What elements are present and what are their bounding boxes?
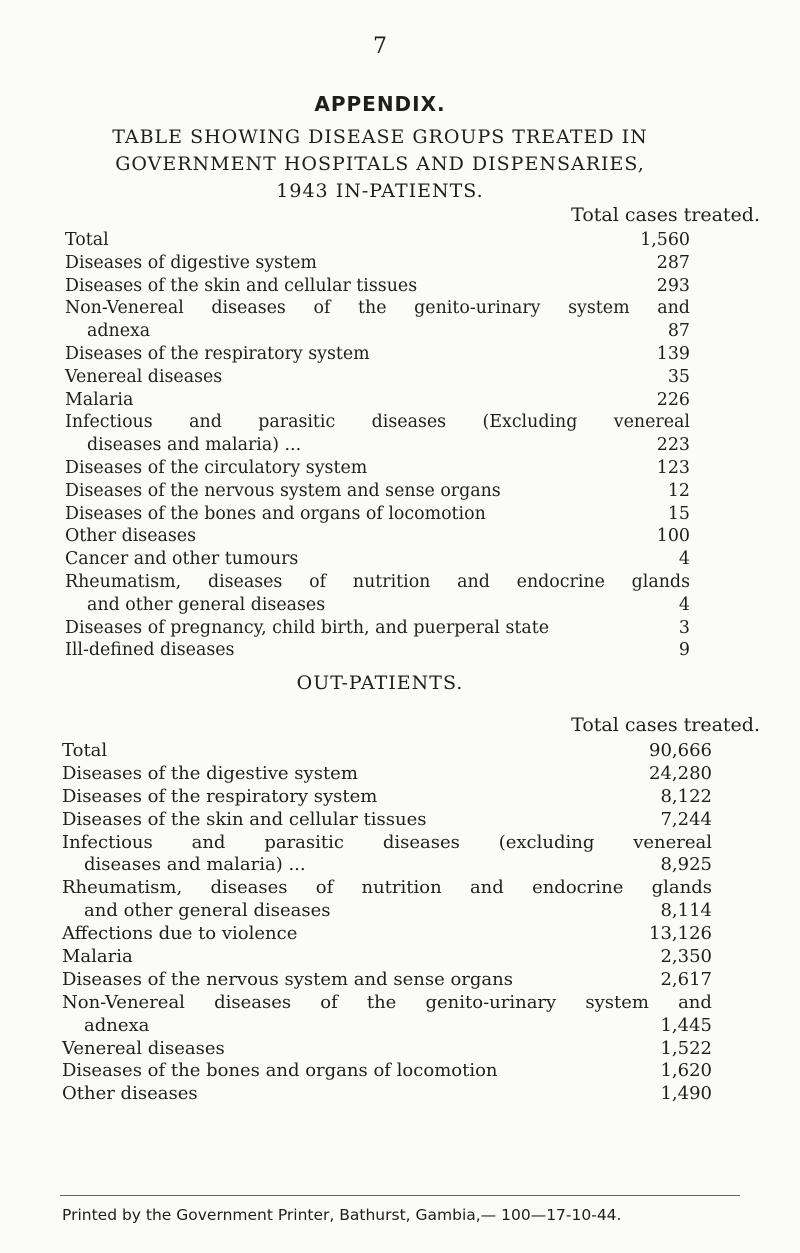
row-value: 293 — [656, 275, 690, 296]
row-value: 226 — [656, 389, 690, 410]
row-label: Diseases of the digestive system — [62, 762, 358, 784]
row-label: Diseases of digestive system — [65, 252, 317, 273]
row-value: 35 — [667, 366, 690, 387]
table-row — [62, 854, 712, 877]
table-row — [65, 320, 690, 343]
table-row-continued — [65, 571, 690, 594]
word: system — [568, 298, 630, 319]
row-label: Diseases of the circulatory system — [65, 457, 368, 478]
row-value: 15 — [667, 503, 690, 524]
row-value: 1,445 — [660, 1014, 712, 1036]
table-row — [65, 343, 690, 366]
row-value: 4 — [678, 594, 690, 615]
row-label: Venereal diseases — [65, 366, 223, 387]
word: endocrine — [532, 877, 624, 899]
table-row — [62, 763, 712, 786]
row-value: 9 — [678, 640, 690, 661]
outpatients-column-header: Total cases treated. — [571, 714, 760, 736]
table-row-continued — [65, 411, 690, 434]
row-label-line1 — [65, 571, 690, 594]
row-value: 287 — [656, 252, 690, 273]
word: diseases — [371, 412, 447, 433]
inpatients-column-header: Total cases treated. — [571, 204, 760, 226]
table-row — [62, 969, 712, 992]
table-row — [62, 1083, 712, 1106]
word: venereal — [633, 831, 712, 853]
row-value: 87 — [667, 321, 690, 342]
word: of — [315, 877, 334, 899]
table-row-continued — [62, 877, 712, 900]
row-value: 7,244 — [660, 808, 712, 830]
row-label: Ill-defined diseases — [65, 640, 235, 661]
row-label-line1 — [62, 992, 712, 1015]
table-row — [65, 617, 690, 640]
row-label: Diseases of the respiratory system — [62, 785, 378, 807]
row-label: Diseases of the skin and cellular tissues — [62, 808, 427, 830]
row-label: and other general diseases — [87, 594, 326, 615]
table-row — [65, 548, 690, 571]
title-line: TABLE SHOWING DISEASE GROUPS TREATED IN — [112, 126, 648, 148]
word: diseases — [382, 831, 460, 853]
row-label: Diseases of the nervous system and sense organs — [65, 480, 501, 501]
row-value: 8,114 — [660, 900, 712, 922]
word: glands — [651, 877, 712, 899]
word: venereal — [613, 412, 690, 433]
table-row — [65, 639, 690, 662]
table-row — [62, 900, 712, 923]
table-row-continued — [62, 832, 712, 855]
outpatients-heading: OUT-PATIENTS. — [296, 672, 464, 694]
row-label: diseases and malaria) ... — [87, 435, 302, 456]
row-label: Diseases of the bones and organs of locomotion — [65, 503, 486, 524]
table-row — [65, 594, 690, 617]
word: diseases — [214, 991, 292, 1013]
row-value: 4 — [678, 549, 690, 570]
word: and — [657, 298, 690, 319]
row-value: 1,490 — [660, 1083, 712, 1105]
word: the — [366, 991, 397, 1013]
row-label-line1 — [65, 411, 690, 434]
row-label: Total — [65, 230, 109, 250]
table-row — [62, 1038, 712, 1061]
row-value: 100 — [656, 526, 690, 547]
appendix-heading: APPENDIX. — [314, 92, 446, 116]
table-row — [62, 923, 712, 946]
word: Non-Venereal — [62, 991, 185, 1013]
word: Rheumatism, — [65, 571, 182, 592]
table-row — [65, 503, 690, 526]
row-value: 2,350 — [660, 946, 712, 968]
inpatients-table — [65, 229, 690, 662]
row-label: Affections due to violence — [62, 923, 298, 945]
row-label-line1 — [65, 297, 690, 320]
word: system — [585, 991, 649, 1013]
row-label: and other general diseases — [84, 900, 331, 922]
table-row — [62, 1015, 712, 1038]
row-value: 223 — [656, 435, 690, 456]
table-row-continued — [62, 992, 712, 1015]
word: diseases — [207, 571, 283, 592]
row-label: Diseases of the respiratory system — [65, 343, 370, 364]
word: and — [191, 831, 226, 853]
outpatients-table — [62, 740, 712, 1106]
row-label: Diseases of the nervous system and sense organs — [62, 968, 513, 990]
table-row — [62, 1060, 712, 1083]
word: Non-Venereal — [65, 298, 184, 319]
table-row — [62, 809, 712, 832]
table-row — [65, 434, 690, 457]
row-value: 123 — [656, 457, 690, 478]
row-value: 12 — [667, 480, 690, 501]
table-row — [65, 525, 690, 548]
row-value: 1,560 — [640, 230, 690, 250]
row-label: Malaria — [65, 389, 134, 410]
title-line: 1943 IN-PATIENTS. — [276, 180, 484, 202]
word: diseases — [210, 877, 288, 899]
row-value: 8,122 — [660, 785, 712, 807]
page-number: 7 — [373, 34, 387, 59]
word: genito-urinary — [414, 298, 541, 319]
row-value: 3 — [678, 617, 690, 638]
row-label-line1 — [62, 877, 712, 900]
row-label: Venereal diseases — [62, 1037, 225, 1059]
row-value: 8,925 — [660, 854, 712, 876]
table-row — [65, 229, 690, 252]
word: and — [457, 571, 490, 592]
word: (Excluding — [482, 412, 578, 433]
word: of — [309, 571, 327, 592]
word: the — [358, 298, 387, 319]
row-value: 90,666 — [649, 740, 712, 761]
row-label: Cancer and other tumours — [65, 549, 299, 570]
word: nutrition — [352, 571, 431, 592]
row-value: 2,617 — [660, 968, 712, 990]
row-label: Total — [62, 740, 108, 761]
word: and — [678, 991, 712, 1013]
word: parasitic — [264, 831, 344, 853]
table-row — [62, 786, 712, 809]
table-row — [65, 366, 690, 389]
row-value: 1,620 — [660, 1060, 712, 1082]
word: and — [469, 877, 504, 899]
word: glands — [631, 571, 690, 592]
table-title — [60, 124, 700, 205]
table-row — [65, 389, 690, 412]
row-value: 1,522 — [660, 1037, 712, 1059]
row-value: 139 — [656, 343, 690, 364]
word: of — [320, 991, 338, 1013]
word: of — [313, 298, 331, 319]
row-label: Diseases of the bones and organs of locomotion — [62, 1060, 498, 1082]
word: Rheumatism, — [62, 877, 183, 899]
table-row-continued — [65, 297, 690, 320]
row-label-line1 — [62, 832, 712, 855]
row-label: Other diseases — [65, 526, 196, 547]
word: nutrition — [361, 877, 442, 899]
row-label: Other diseases — [62, 1083, 198, 1105]
word: parasitic — [258, 412, 336, 433]
word: (excluding — [498, 831, 595, 853]
word: Infectious — [62, 831, 153, 853]
row-label: diseases and malaria) ... — [84, 854, 306, 876]
table-row — [62, 740, 712, 763]
printer-footer: Printed by the Government Printer, Bathurst, Gambia,— 100—17-10-44. — [62, 1206, 622, 1224]
row-label: Malaria — [62, 946, 133, 968]
row-label: Diseases of pregnancy, child birth, and puerperal state — [65, 617, 550, 638]
row-label: Diseases of the skin and cellular tissues — [65, 275, 418, 296]
title-line: GOVERNMENT HOSPITALS AND DISPENSARIES, — [115, 153, 645, 175]
table-row — [65, 275, 690, 298]
footer-rule — [60, 1195, 740, 1196]
row-label: adnexa — [87, 321, 151, 342]
word: endocrine — [516, 571, 605, 592]
table-row — [65, 480, 690, 503]
table-row — [65, 252, 690, 275]
word: genito-urinary — [425, 991, 557, 1013]
word: Infectious — [65, 412, 153, 433]
table-row — [65, 457, 690, 480]
row-label: adnexa — [84, 1014, 150, 1036]
table-row — [62, 946, 712, 969]
word: diseases — [211, 298, 286, 319]
word: and — [189, 412, 222, 433]
row-value: 24,280 — [649, 762, 712, 784]
row-value: 13,126 — [649, 923, 712, 945]
